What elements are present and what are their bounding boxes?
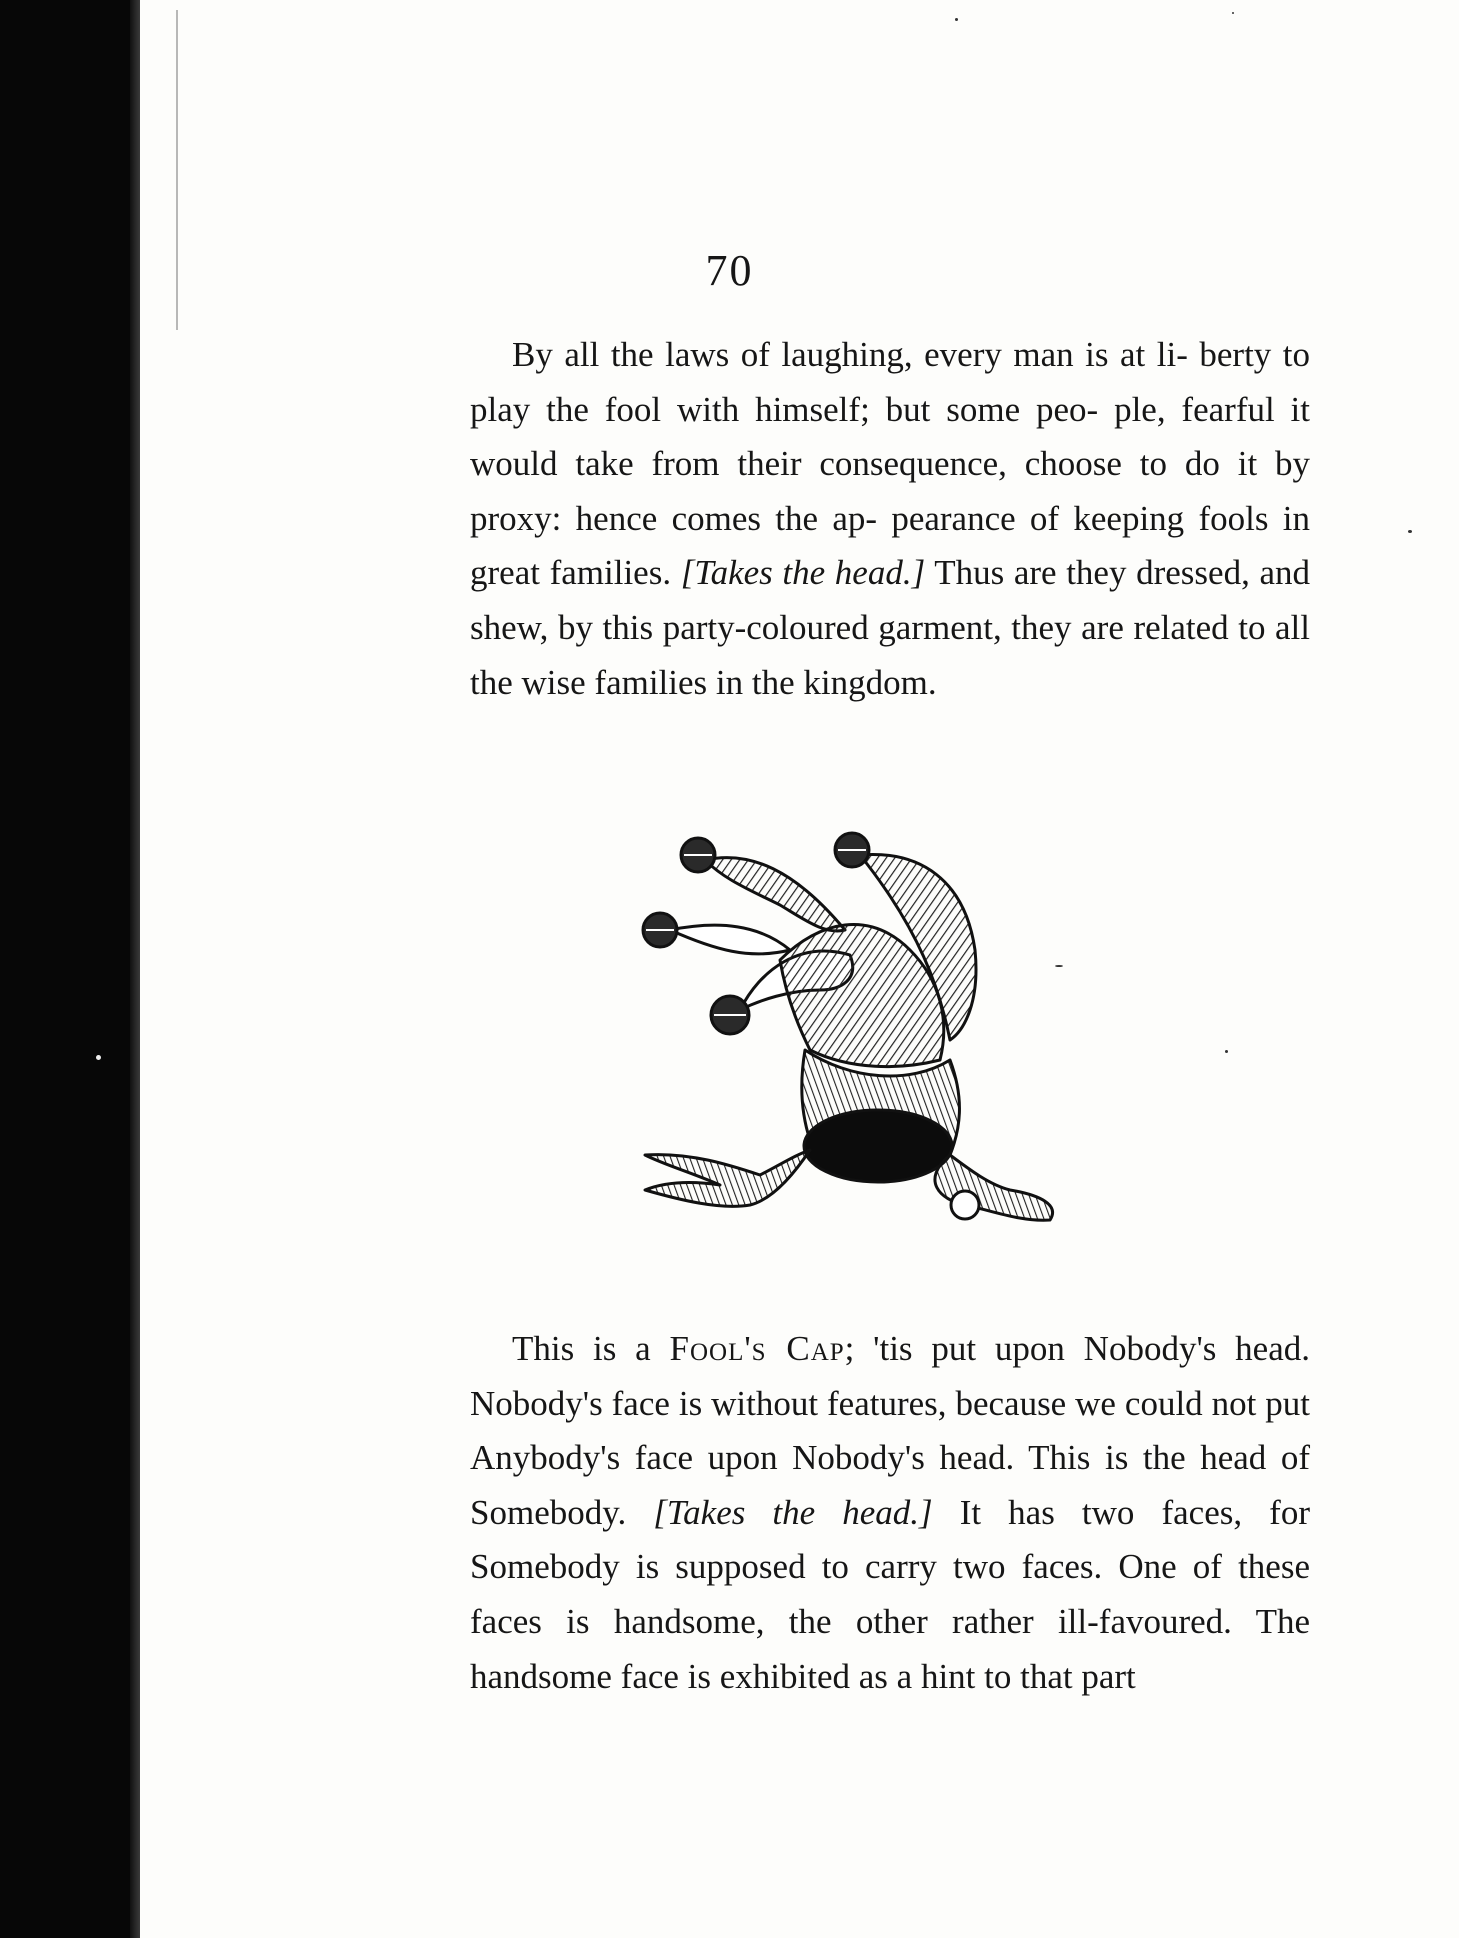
text-line: Thus are they dressed, and	[925, 553, 1310, 593]
page-number: 70	[705, 246, 754, 295]
cap-tail-left	[670, 925, 790, 954]
fools-cap-term: Fool's Cap	[669, 1329, 845, 1368]
stage-direction: [Takes the head.]	[653, 1492, 933, 1532]
text-segment: ; 'tis put upon Nobody's head. Nobody's face is without features, because we could not put Anybody's face upon Nobody's head. This is the head of Somebody.	[470, 1329, 1310, 1532]
text-line: pearance of keeping fools in great families.	[470, 498, 1310, 593]
text-line: berty to play the fool with himself; but some peo-	[470, 335, 1311, 429]
cap-tail-upper-left	[705, 858, 845, 931]
fools-cap-icon	[620, 810, 1100, 1270]
ribbon-left	[645, 1150, 810, 1206]
paragraph-laws-of-laughing	[470, 328, 1310, 710]
ribbon-curl	[951, 1191, 979, 1219]
text-line: ple, fearful it would take from their consequence,	[470, 389, 1311, 484]
text-segment: This is a	[512, 1329, 670, 1368]
text-line: By all the laws of laughing, every man is at li-	[512, 335, 1188, 374]
text-line: choose to do it by proxy: hence comes the ap-	[470, 444, 1311, 538]
paragraph-fools-cap	[470, 1322, 1310, 1704]
text-line: related to all the wise families in the kingdom.	[470, 607, 1311, 702]
cap-opening	[804, 1110, 952, 1182]
stage-direction: [Takes the head.]	[680, 553, 926, 593]
text-line: shew, by this party-coloured garment, they are	[470, 607, 1124, 647]
text-segment: It has two faces, for Somebody is supposed to carry two faces. One of these faces is handsome, the other rather ill-favoured. The handsome face is exhibited as a hint to that part	[470, 1492, 1310, 1696]
